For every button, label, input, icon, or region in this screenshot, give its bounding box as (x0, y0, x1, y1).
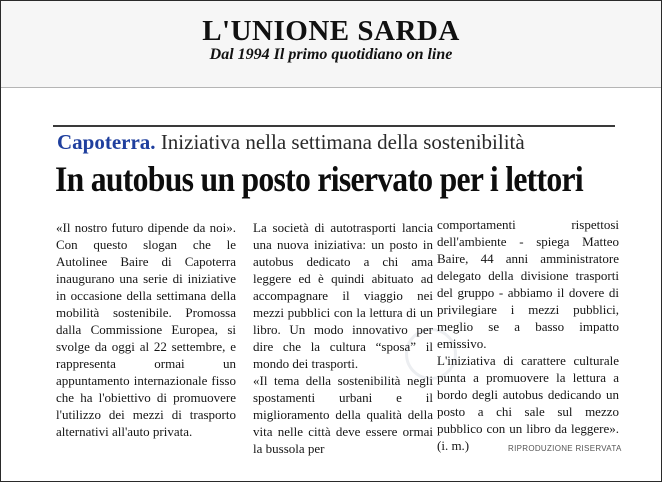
paragraph: «Il nostro futuro dipende da noi». Con questo slogan che le Autolinee Baire di Capoterra inaugurano una serie di iniziative in occasione della settimana della mobilità sostenibile. Promossa dalla Commissione Europea, si svolge da oggi al 22 settembre, e rappresenta ormai un appuntamento internazionale fisso che ha l'obiettivo di promuovere l'utilizzo dei mezzi di trasporto alternativi all'auto privata. (56, 220, 236, 439)
article-column-3 (437, 216, 619, 454)
paragraph: La società di autotrasporti lancia una nuova iniziativa: un posto in autobus dedicato a chi ama leggere ed è quindi abituato ad accompagnare il viaggio nei mezzi pubblici con la lettura di un libro. Un modo innovativo per dire che la cultura “sposa” il mondo dei trasporti. (253, 220, 433, 371)
article-column-1 (56, 219, 236, 440)
headline: In autobus un posto riservato per i lettori (55, 159, 583, 199)
copyright-note: RIPRODUZIONE RISERVATA (508, 444, 622, 453)
paragraph: comportamenti rispettosi dell'ambiente - spiega Matteo Baire, 44 anni amministratore delegato della divisione trasporti del gruppo - abbiamo il dovere di privilegiare i mezzi pubblici, meglio se a basso impatto emissivo. (437, 217, 619, 351)
masthead (1, 1, 661, 88)
kicker (57, 130, 525, 155)
kicker-text: Iniziativa nella settimana della sostenibilità (160, 130, 525, 154)
paragraph: L'iniziativa di carattere culturale punta a promuovere la lettura a bordo degli autobus dedicando un posto a chi sale sul mezzo pubblico con un libro da leggere». (i. m.) (437, 353, 619, 453)
kicker-place: Capoterra. (57, 130, 156, 154)
masthead-title[interactable]: L'UNIONE SARDA (202, 15, 460, 47)
paragraph: «Il tema della sostenibilità negli spostamenti urbani e il miglioramento della qualità della vita nelle città deve essere ormai la bussola per (253, 373, 433, 456)
headline-rule (53, 125, 615, 127)
article (1, 88, 661, 481)
article-column-2 (253, 219, 433, 457)
masthead-subtitle: Dal 1994 Il primo quotidiano on line (209, 46, 453, 63)
